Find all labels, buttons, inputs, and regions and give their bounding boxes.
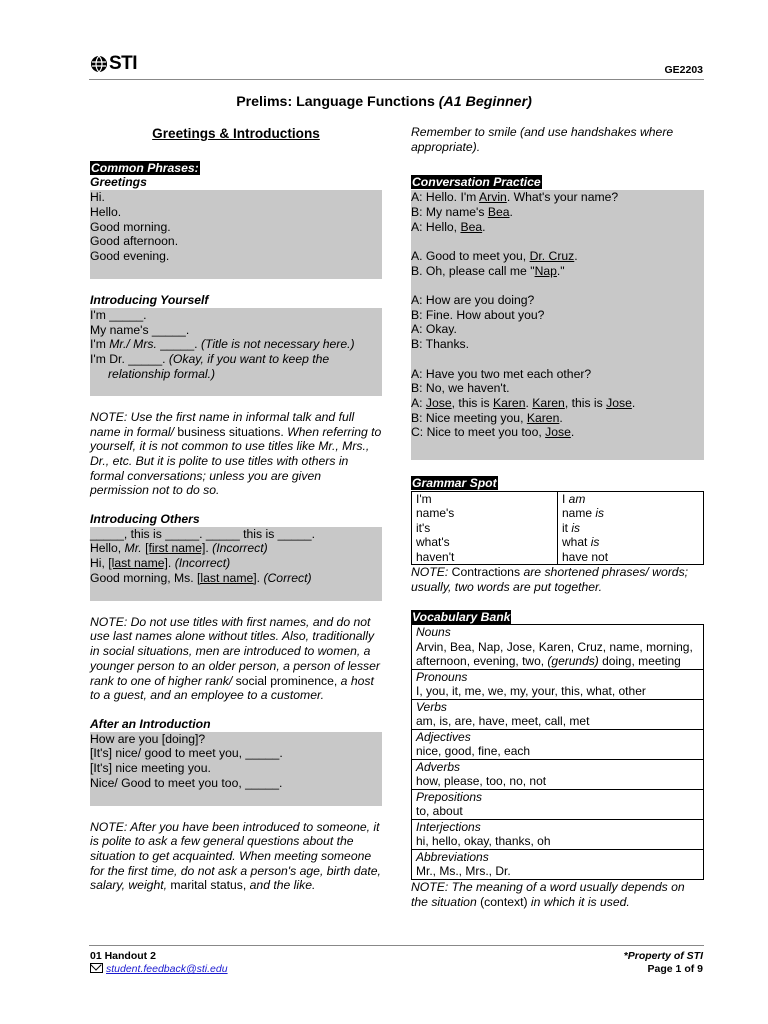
- vocab-words: hi, hello, okay, thanks, oh: [416, 834, 551, 849]
- intro-others-line: Good morning, Ms. [last name]. (Correct): [90, 570, 312, 585]
- conv-line: A: Hello, Bea.: [411, 219, 486, 234]
- section-title: Greetings & Introductions: [152, 126, 320, 141]
- footer-left: [90, 950, 228, 976]
- intro-line: I'm Mr./ Mrs. _____. (Title is not necessary here.): [90, 337, 355, 352]
- greeting-item: Hello.: [90, 204, 122, 219]
- expansion: I am: [562, 491, 586, 506]
- vocab-category: Nouns: [416, 625, 451, 640]
- conv-line: A: Okay.: [411, 322, 457, 337]
- grammar-note: NOTE: Contractions are shortened phrases/ words; usually, two words are put together.: [411, 565, 689, 595]
- footer-divider: [89, 945, 704, 946]
- vocab-words: Mr., Ms., Mrs., Dr.: [416, 864, 511, 879]
- email-link[interactable]: student.feedback@sti.edu: [106, 963, 228, 975]
- intro-others-box: [90, 527, 382, 601]
- envelope-icon: [90, 963, 103, 973]
- table-row: [412, 625, 704, 670]
- contraction: haven't: [416, 549, 455, 564]
- vocab-category: Pronouns: [416, 669, 468, 684]
- table-row: [412, 789, 704, 819]
- left-column: [90, 125, 382, 893]
- handout-label: 01 Handout 2: [90, 950, 156, 962]
- grammar-label: Grammar Spot: [412, 476, 497, 491]
- table-row: [412, 759, 704, 789]
- note-titles: NOTE: Do not use titles with first names, and do not use last names alone without titles. Also, traditionally in social situations, men are introduced to women, a younger person to an older person, a person of lesser rank to one of higher rank/ social prominence, a host to a guest, and an employee to a customer.: [90, 614, 380, 703]
- conv-line: A: Jose, this is Karen. Karen, this is Jose.: [411, 395, 636, 410]
- conv-line: B. Oh, please call me "Nap.": [411, 263, 565, 278]
- note-first-name: NOTE: Use the first name in informal talk and full name in formal/ business situations. When referring to yourself, it is not common to use titles like Mr., Mrs., Dr., etc. But it is polite to use titles with others in formal conversations; unless you are given permission not to do so.: [90, 409, 382, 498]
- greeting-item: Good afternoon.: [90, 234, 179, 249]
- table-row: [412, 699, 704, 729]
- table-row: [412, 849, 704, 879]
- intro-yourself-box: [90, 308, 382, 396]
- greeting-item: Good morning.: [90, 219, 171, 234]
- contraction: it's: [416, 520, 431, 535]
- course-code: GE2203: [664, 64, 703, 76]
- expansion: name is: [562, 506, 605, 521]
- greeting-item: Hi.: [90, 190, 105, 205]
- contraction: what's: [416, 535, 450, 550]
- table-row: [412, 819, 704, 849]
- intro-others-line: _____, this is _____. _____ this is _____.: [90, 526, 315, 541]
- table-row: [412, 491, 704, 565]
- conversation-label: Conversation Practice: [412, 175, 541, 190]
- greetings-box: [90, 190, 382, 279]
- logo-text: STI: [109, 52, 138, 74]
- sti-logo: [90, 52, 138, 74]
- vocab-category: Adjectives: [416, 729, 471, 744]
- conv-line: B: Nice meeting you, Karen.: [411, 410, 563, 425]
- footer-right: [624, 950, 703, 976]
- vocab-category: Abbreviations: [416, 849, 489, 864]
- greeting-item: Good evening.: [90, 248, 170, 263]
- vocab-category: Interjections: [416, 819, 481, 834]
- expansion: what is: [562, 535, 600, 550]
- after-intro-line: How are you [doing]?: [90, 731, 206, 746]
- table-row: [412, 669, 704, 699]
- greetings-label: Greetings: [90, 175, 147, 190]
- right-column: [411, 125, 704, 909]
- vocab-words: nice, good, fine, each: [416, 744, 531, 759]
- intro-others-line: Hello, Mr. [first name]. (Incorrect): [90, 541, 268, 556]
- email-line: [90, 963, 228, 976]
- intro-line: relationship formal.): [108, 366, 216, 381]
- conv-line: A: How are you doing?: [411, 293, 535, 307]
- contraction: name's: [416, 506, 455, 521]
- expansion: it is: [562, 520, 581, 535]
- intro-line: I'm Dr. _____. (Okay, if you want to keep the: [90, 351, 330, 366]
- vocab-words: to, about: [416, 804, 463, 819]
- after-intro-line: [It's] nice meeting you.: [90, 761, 211, 776]
- after-intro-line: [It's] nice/ good to meet you, _____.: [90, 746, 283, 761]
- vocab-category: Verbs: [416, 699, 447, 714]
- introducing-yourself-label: Introducing Yourself: [90, 293, 209, 308]
- vocab-words: how, please, too, no, not: [416, 774, 547, 789]
- conv-line: B: Thanks.: [411, 337, 470, 352]
- conv-line: A: Have you two met each other?: [411, 366, 592, 381]
- grammar-table: [411, 491, 704, 566]
- intro-line: My name's _____.: [90, 322, 190, 337]
- conv-line: B: Fine. How about you?: [411, 307, 545, 322]
- conv-line: C: Nice to meet you too, Jose.: [411, 425, 575, 440]
- vocab-category: Adverbs: [416, 759, 461, 774]
- conv-line: A: Hello. I'm Arvin. What's your name?: [411, 190, 619, 205]
- globe-icon: [90, 55, 108, 73]
- title-main: Prelims: Language Functions: [236, 94, 435, 110]
- intro-line: I'm _____.: [90, 307, 147, 322]
- header-divider: [89, 79, 704, 80]
- vocab-words: I, you, it, me, we, my, your, this, what, other: [416, 684, 646, 699]
- remember-note: Remember to smile (and use handshakes where appropriate).: [411, 125, 674, 154]
- common-phrases-label: Common Phrases:: [91, 160, 199, 175]
- title-level: (A1 Beginner): [438, 94, 532, 110]
- expansion: have not: [562, 549, 609, 564]
- introducing-others-label: Introducing Others: [90, 512, 200, 527]
- page-title: [0, 95, 768, 110]
- intro-others-line: Hi, [last name]. (Incorrect): [90, 556, 231, 571]
- property-label: *Property of STI: [623, 950, 703, 962]
- after-intro-label: After an Introduction: [90, 716, 211, 731]
- vocab-label: Vocabulary Bank: [412, 609, 511, 624]
- conv-line: B: No, we haven't.: [411, 381, 510, 396]
- after-intro-box: [90, 732, 382, 806]
- page-number: Page 1 of 9: [647, 963, 703, 975]
- table-row: [412, 729, 704, 759]
- conversation-box: [411, 190, 704, 460]
- contraction: I'm: [416, 491, 432, 506]
- note-after-intro: NOTE: After you have been introduced to someone, it is polite to ask a few general questions about the situation to get acquainted. When meeting someone for the first time, do not ask a person's age, birth date, salary, weight, marital status, and the like.: [90, 819, 381, 893]
- vocab-words: am, is, are, have, meet, call, met: [416, 714, 590, 729]
- after-intro-line: Nice/ Good to meet you too, _____.: [90, 775, 283, 790]
- conv-line: B: My name's Bea.: [411, 204, 513, 219]
- vocab-table: [411, 624, 704, 880]
- vocab-category: Prepositions: [416, 789, 483, 804]
- vocab-note: NOTE: The meaning of a word usually depends on the situation (context) in which it is used.: [411, 879, 685, 909]
- vocab-words: Arvin, Bea, Nap, Jose, Karen, Cruz, name, morning, afternoon, evening, two, (gerunds) doing, meeting: [416, 639, 693, 669]
- conv-line: A. Good to meet you, Dr. Cruz.: [411, 248, 578, 263]
